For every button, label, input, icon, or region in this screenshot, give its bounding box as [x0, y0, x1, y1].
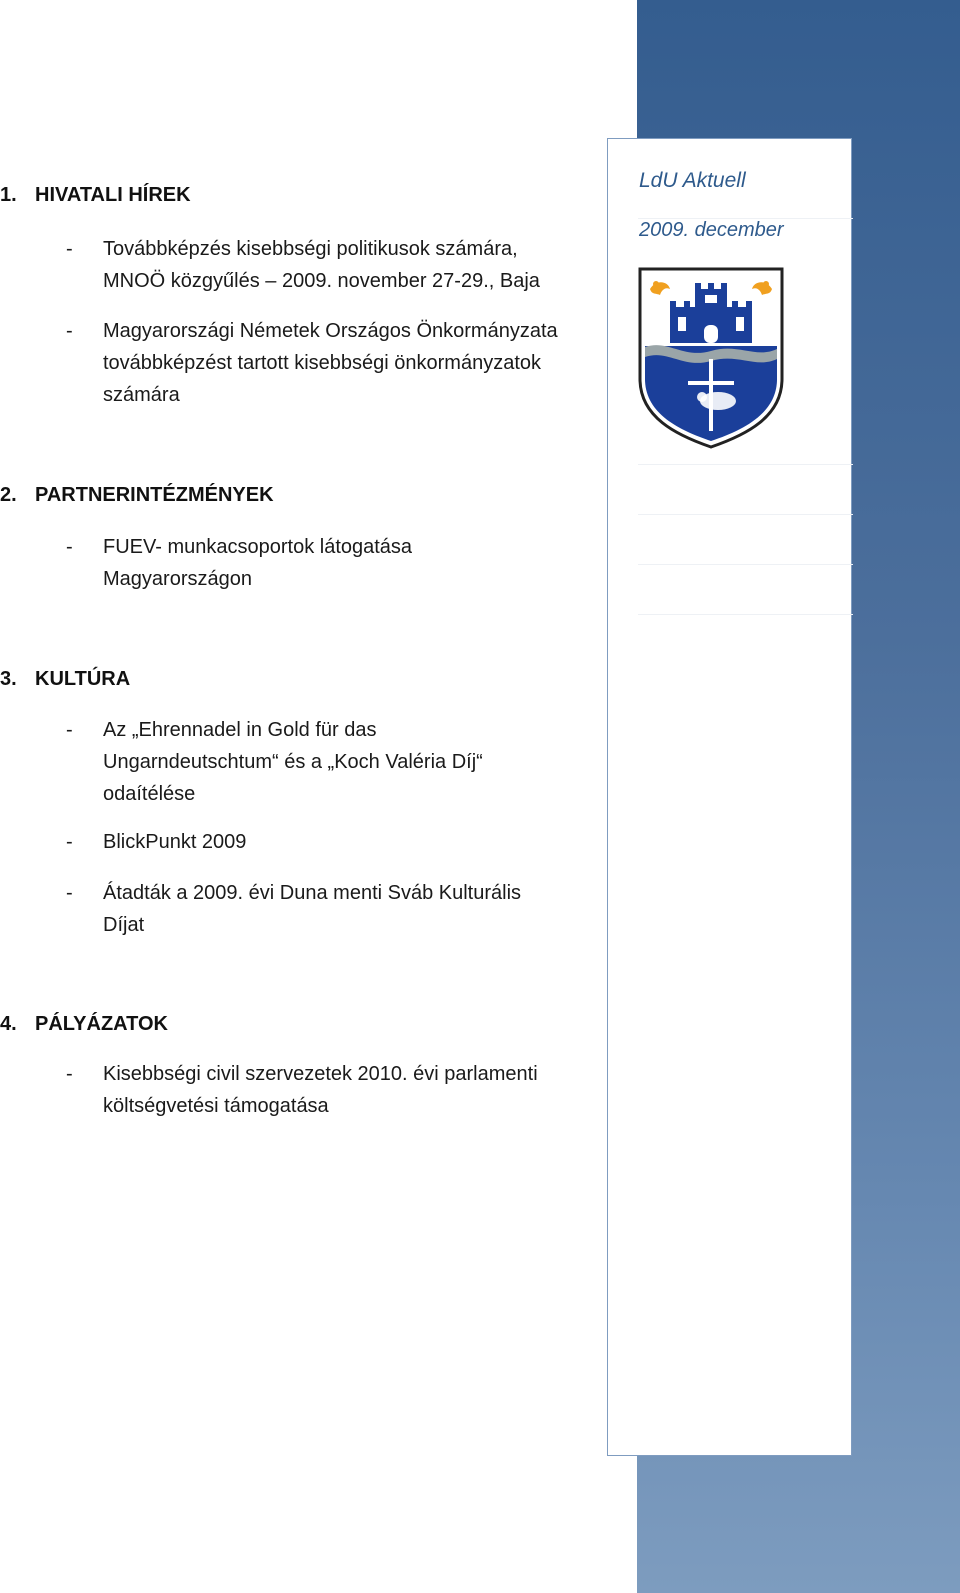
section-title: PÁLYÁZATOK	[35, 1013, 168, 1035]
list-dash: -	[66, 536, 73, 558]
list-dash: -	[66, 719, 73, 741]
list-dash: -	[66, 238, 73, 260]
section-title: KULTÚRA	[35, 668, 131, 690]
list-item-text: Magyarországi Németek Országos Önkormányzata továbbképzést tartott kisebbségi önkormányzatok számára	[103, 320, 558, 406]
panel-divider	[638, 514, 853, 515]
panel-divider	[638, 614, 853, 615]
list-dash: -	[66, 1063, 73, 1085]
newsletter-title: LdU Aktuell	[639, 169, 746, 192]
section-title: HIVATALI HÍREK	[35, 184, 191, 206]
newsletter-panel	[607, 138, 852, 1456]
section-heading-4	[0, 1013, 168, 1036]
section-heading-3	[0, 668, 130, 691]
list-item-text: BlickPunkt 2009	[103, 831, 247, 853]
section-number: 2.	[0, 484, 17, 506]
section-title: PARTNERINTÉZMÉNYEK	[35, 484, 274, 506]
list-item-text: Az „Ehrennadel in Gold für das Ungarndeutschtum“ és a „Koch Valéria Díj“ odaítélése	[103, 719, 483, 805]
newsletter-date: 2009. december	[639, 219, 784, 241]
section-number: 4.	[0, 1013, 17, 1035]
list-item-text: Kisebbségi civil szervezetek 2010. évi parlamenti költségvetési támogatása	[103, 1063, 538, 1117]
list-dash: -	[66, 320, 73, 342]
list-dash: -	[66, 831, 73, 853]
section-number: 1.	[0, 184, 17, 206]
list-item-text: FUEV- munkacsoportok látogatása Magyarországon	[103, 536, 413, 590]
list-item-text: Továbbképzés kisebbségi politikusok számára, MNOÖ közgyűlés – 2009. november 27-29., Baja	[103, 238, 540, 292]
section-heading-2	[0, 484, 274, 507]
section-number: 3.	[0, 668, 17, 690]
list-dash: -	[66, 882, 73, 904]
panel-divider	[638, 464, 853, 465]
section-heading-1	[0, 184, 191, 207]
coat-of-arms-icon	[638, 267, 784, 449]
panel-divider	[638, 564, 853, 565]
list-item-text: Átadták a 2009. évi Duna menti Sváb Kulturális Díjat	[103, 882, 522, 936]
